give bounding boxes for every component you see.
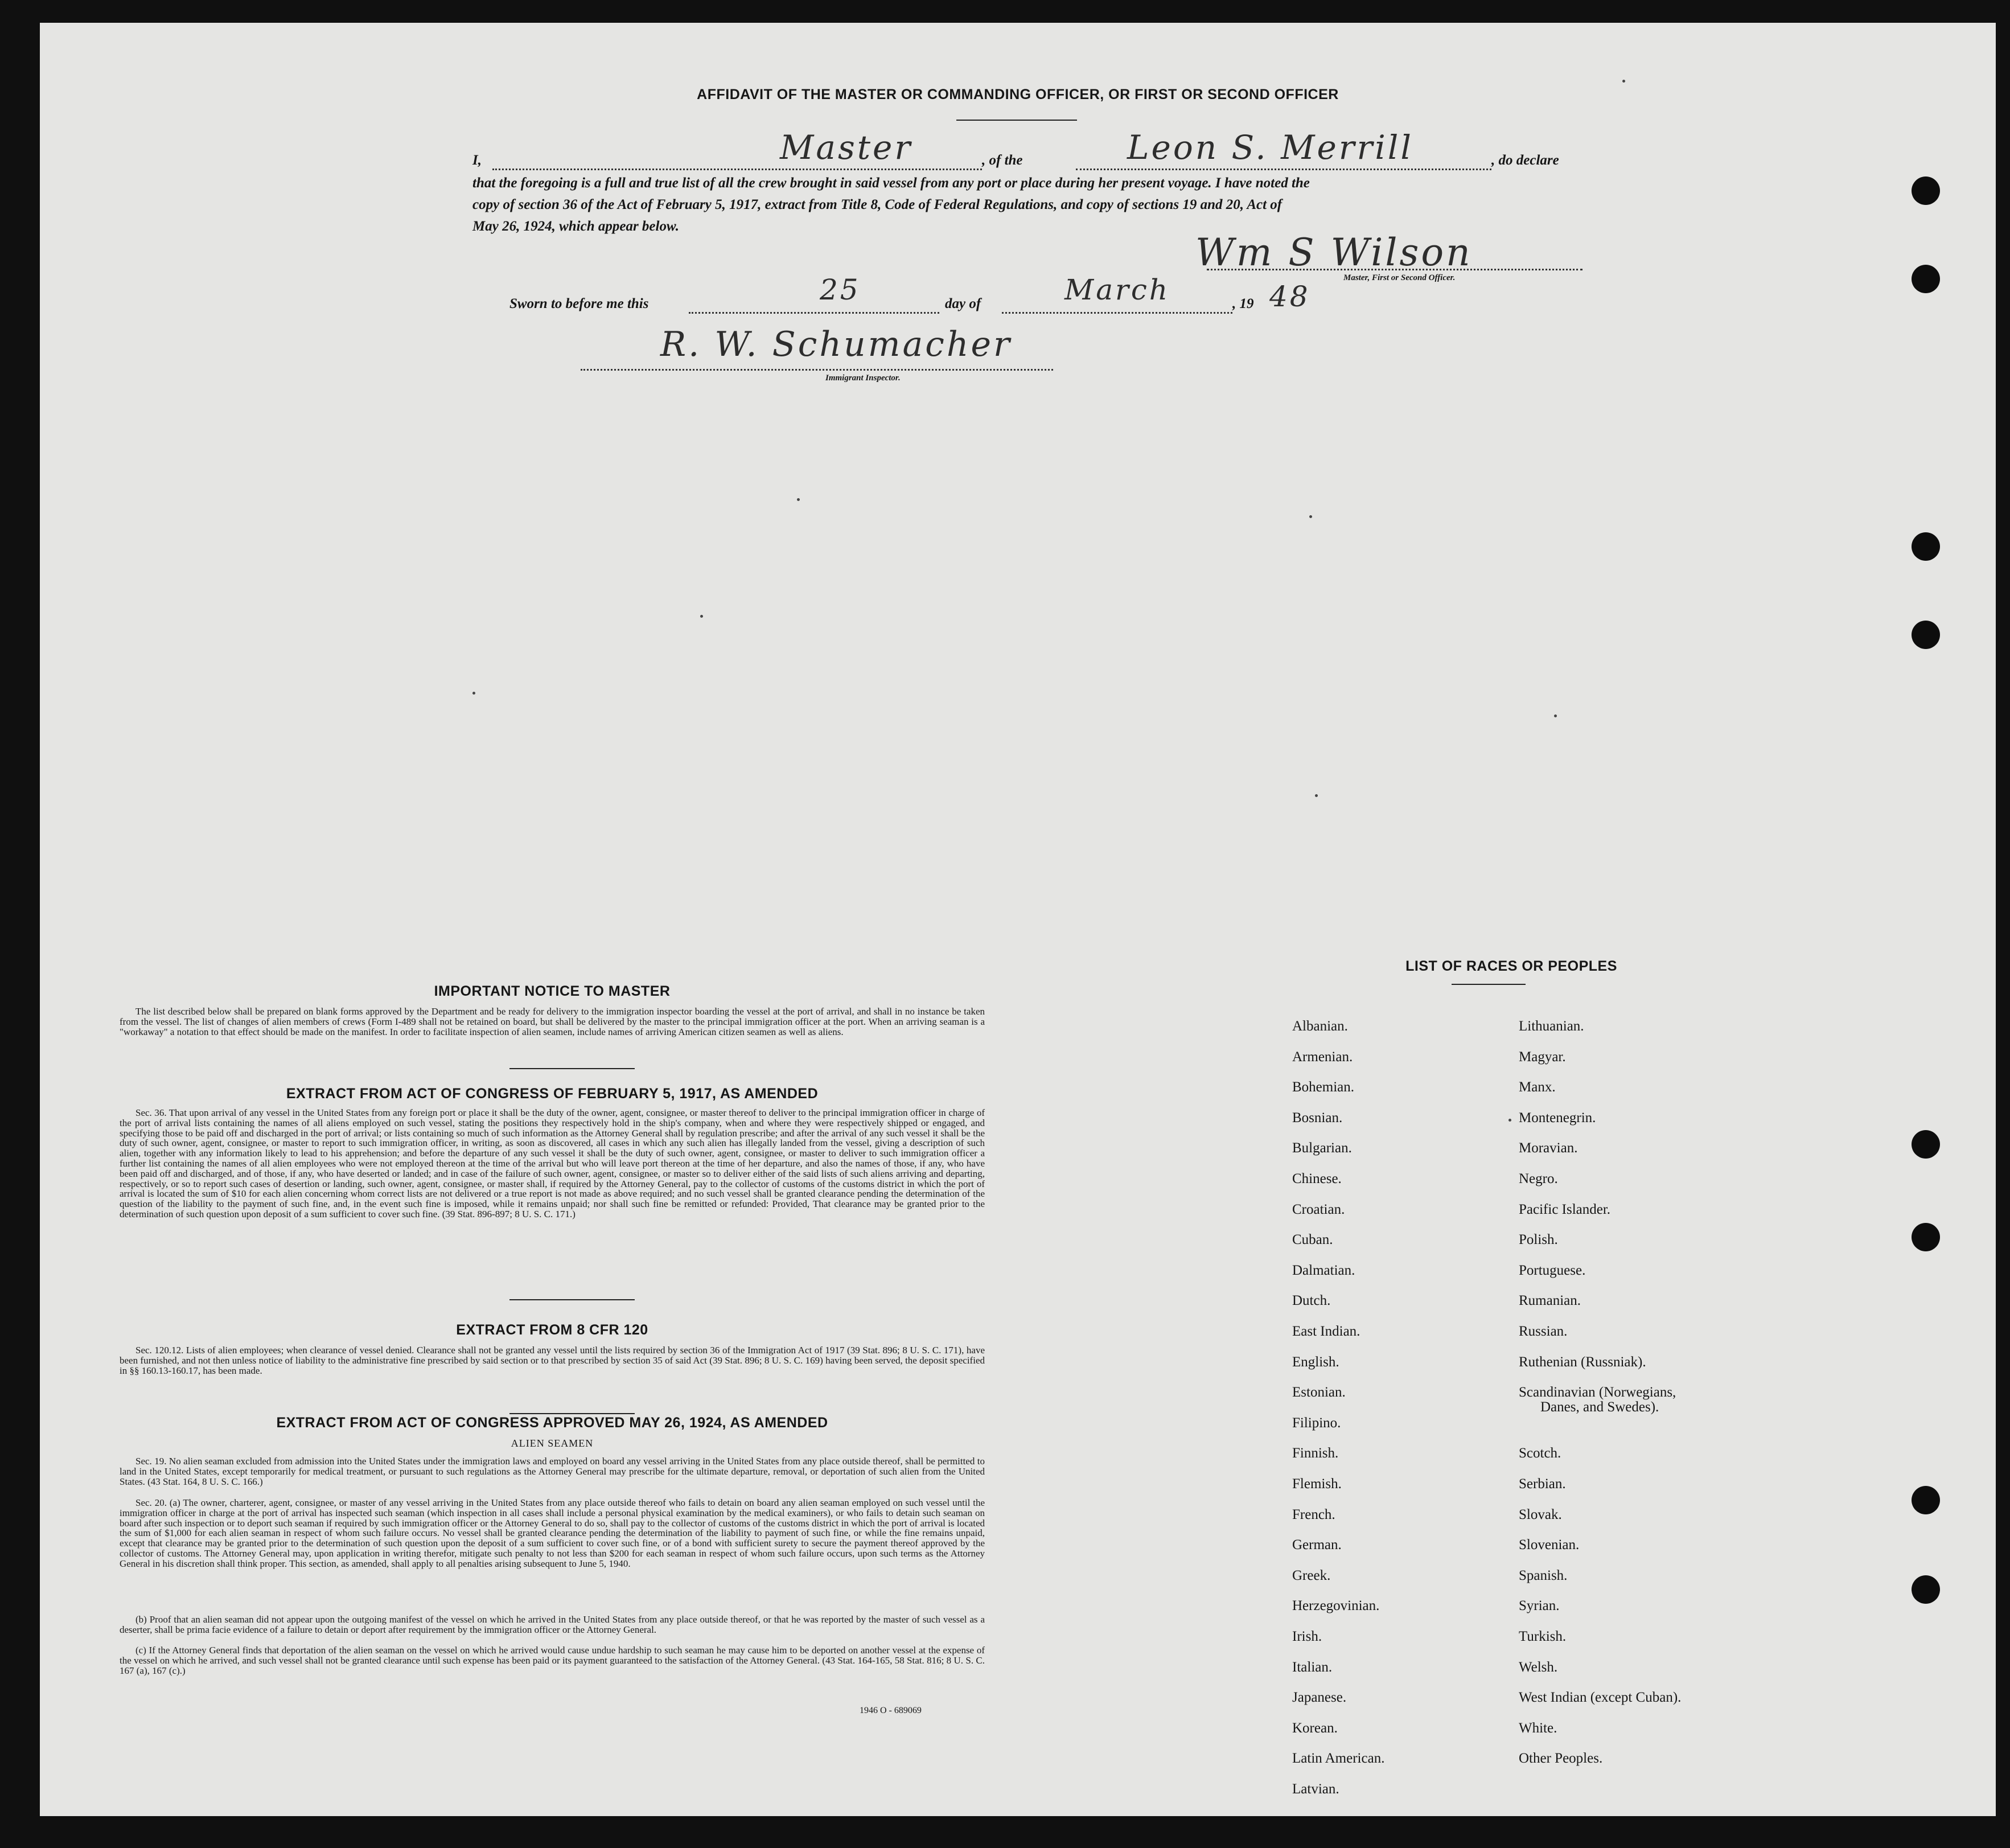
vessel-blank [1076,169,1491,170]
vessel-name-handwritten: Leon S. Merrill [1127,128,1413,167]
extract-1917-text: Sec. 36. That upon arrival of any vessel in the United States from any foreign port or place it shall be the duty of the owner, agent, consignee, or master thereof to deliver to the principal immigration officer in charge of the port of arrival lists containing the names of all aliens employed on such vessel, stating the positions they respectively hold in the ship's company, when and where they were respectively shipped or engaged, and specifying those to be paid off and discharged in the port of arrival; or lists containing so much of such information as the Attorney General shall by regulation prescribe; and after the arrival of any such vessel it shall be the duty of such owner, agent, consignee, or master to report to such immigration officer, in writing, as soon as discovered, all cases in which any such alien has illegally landed from the vessel, giving a description of such alien, together with any information likely to lead to his apprehension; and before the departure of any such vessel it shall be the duty of such owner, agent, consignee, or master to deliver to such immigration officer a further list containing the names of all alien employees who were not employed thereon at the time of the arrival but who will leave port thereon at the time of her departure, and also the names of those, if any, who have been paid off and discharged, and of those, if any, who have deserted or landed; and in case of the failure of such owner, agent, consignee, or master so to deliver either of the said lists of such aliens arriving and departing, respectively, or so to report such cases of desertion or landing, such owner, agent, consignee, or master shall, if required by the Attorney General, pay to the collector of customs of the customs district in which the port of arrival is located the sum of $10 for each alien concerning whom correct lists are not delivered or a true report is not made as above required; and no such vessel shall be granted clearance pending the determination of the question of the liability to the payment of such fine, and, in the event such fine is imposed, while it remains unpaid; nor shall such fine be remitted or refunded: Provided, That clearance may be granted prior to the determination of such question upon deposit of a sum sufficient to cover such fine. (39 Stat. 896-897; 8 U. S. C. 171.) [120,1107,985,1219]
race-item: Armenian. [1292,1049,1353,1065]
master-signature: Wm S Wilson [1195,231,1473,274]
races-title: LIST OF RACES OR PEOPLES [1405,958,1617,974]
declaration-line-4: May 26, 1924, which appear below. [472,219,679,234]
signature-caption: Master, First or Second Officer. [1343,273,1456,282]
race-item: Welsh. [1519,1659,1558,1675]
race-item: West Indian (except Cuban). [1519,1690,1682,1706]
race-item: Syrian. [1519,1598,1560,1614]
extract-1924-title: EXTRACT FROM ACT OF CONGRESS APPROVED MAY 26, 1924, AS AMENDED [276,1415,828,1431]
inspector-caption: Immigrant Inspector. [825,373,901,383]
race-item: Serbian. [1519,1476,1566,1492]
binder-hole [1912,265,1940,293]
notice-text: The list described below shall be prepared on blank forms approved by the Department and be ready for delivery to the immigration inspector boarding the vessel at the port of arrival, and shall in no instance be taken from the vessel. The list of changes of alien members of crews (Form I-489 shall not be retained on board, but shall be delivered by the master to the principal immigration officer at the port. When an arriving seaman is a "workaway" a notation to that effect should be made on the manifest. In order to facilitate inspection of alien seamen, include names of arriving American citizen seamen as well as aliens. [120,1006,985,1037]
binder-hole [1912,176,1940,205]
race-item: Italian. [1292,1659,1333,1675]
signature-blank [1207,269,1582,270]
race-item: Spanish. [1519,1567,1568,1583]
declaration-line-3: copy of section 36 of the Act of February 5, 1917, extract from Title 8, Code of Federal Regulations, and copy of sections 19 and 20, Act of [472,197,1283,212]
race-item: Latvian. [1292,1781,1339,1797]
race-item: Flemish. [1292,1476,1342,1492]
race-item: East Indian. [1292,1324,1360,1339]
binder-hole [1912,1486,1940,1514]
race-item: French. [1292,1506,1335,1522]
title-rule [956,120,1077,121]
race-item: Magyar. [1519,1049,1566,1065]
race-item: Ruthenian (Russniak). [1519,1354,1646,1370]
extract-1917-rule [509,1299,635,1300]
section-20b-text: (b) Proof that an alien seaman did not appear upon the outgoing manifest of the vessel on which he arrived in the United States from any place outside thereof, or that he was reported by the master of such vessel as a deserter, shall be prima facie evidence of a failure to detain or deport after requirement by the immigration officer or the Attorney General. [120,1614,985,1635]
section-19-text: Sec. 19. No alien seaman excluded from admission into the United States under the immigration laws and employed on board any vessel arriving in the United States from any place outside thereof, shall be permitted to land in the United States, except temporarily for medical treatment, or pursuant to such regulations as the Attorney General may prescribe for the ultimate departure, removal, or deportation of such alien from the United States. (43 Stat. 164, 8 U. S. C. 166.) [120,1456,985,1487]
race-item: Albanian. [1292,1019,1348,1034]
sworn-day-blank [689,312,939,314]
sworn-prefix: Sworn to before me this [509,296,649,311]
race-item: Turkish. [1519,1629,1567,1644]
race-item: Moravian. [1519,1140,1578,1156]
cfr-rule [509,1413,635,1414]
speck [1622,80,1625,83]
inspector-blank [581,369,1053,371]
race-item: Finnish. [1292,1445,1339,1461]
cfr-text: Sec. 120.12. Lists of alien employees; when clearance of vessel denied. Clearance shall not be granted any vessel until the lists required by section 36 of the Immigration Act of 1917 (39 Stat. 896; 8 U. S. C. 171), have been furnished, and not then unless notice of liability to the administrative fine prescribed by said section or to that prescribed by section 35 of said Act (39 Stat. 896; 8 U. S. C. 169) having been served, the deposit specified in §§ 160.13-160.17, has been made. [120,1345,985,1376]
race-item: Russian. [1519,1324,1568,1339]
race-item: Scandinavian (Norwegians, Danes, and Swedes). [1519,1385,1676,1415]
race-item: Negro. [1519,1171,1558,1186]
notice-rule [509,1068,635,1069]
race-item: Japanese. [1292,1690,1347,1706]
binder-hole [1912,532,1940,561]
speck [472,692,475,695]
cfr-title: EXTRACT FROM 8 CFR 120 [456,1322,648,1338]
race-item: Bulgarian. [1292,1140,1352,1156]
declaration-line-2: that the foregoing is a full and true list of all the crew brought in said vessel from any port or place during her present voyage. I have noted the [472,175,1310,191]
race-item: Croatian. [1292,1201,1345,1217]
sworn-year-prefix: , 19 [1232,296,1254,311]
race-item: Latin American. [1292,1751,1385,1767]
section-20a-text: Sec. 20. (a) The owner, charterer, agent, consignee, or master of any vessel arriving in the United States from any place outside thereof who fails to detain on board any alien seaman employed on such vessel until the immigration officer in charge at the port of arrival has inspected such seaman (which inspection in all cases shall include a personal physical examination by the medical examiners), or who fails to detain such seaman on board after such inspection or to deport such seaman if required by such immigration officer or the Attorney General to do so, shall pay to the collector of customs of the customs district in which the port of arrival is located the sum of $1,000 for each alien seaman in respect of whom such failure occurs. No vessel shall be granted clearance pending the determination of the liability to payment of such fine, or while the fine remains unpaid, except that clearance may be granted prior to the determination of such question upon the deposit of a sum sufficient to cover such fine, or of a bond with sufficient surety to secure the payment thereof approved by the collector of customs. The Attorney General may, upon application in writing therefor, mitigate such penalty to not less than $200 for each seaman in respect of whom such failure occurs, upon such terms as the Attorney General in his discretion shall think proper. This section, as amended, shall apply to all penalties arising subsequent to June 5, 1940. [120,1497,985,1569]
speck [700,615,703,618]
binder-hole [1912,621,1940,649]
race-item: Rumanian. [1519,1293,1581,1309]
race-item: Cuban. [1292,1232,1333,1248]
declaration-i: I, [472,153,482,168]
binder-hole [1912,1575,1940,1604]
print-code: 1946 O - 689069 [860,1706,922,1715]
speck [797,498,800,501]
speck [1309,515,1312,518]
race-item: Greek. [1292,1567,1331,1583]
race-item: Filipino. [1292,1415,1341,1431]
race-item: Dutch. [1292,1293,1331,1309]
notice-title: IMPORTANT NOTICE TO MASTER [434,983,671,999]
binder-hole [1912,1223,1940,1251]
race-item: Scotch. [1519,1445,1561,1461]
sworn-year-handwritten: 48 [1269,280,1310,313]
declaration-do-declare: , do declare [1491,153,1559,168]
extract-1917-title: EXTRACT FROM ACT OF CONGRESS OF FEBRUARY 5, 1917, AS AMENDED [286,1086,819,1102]
race-item: Lithuanian. [1519,1019,1584,1034]
race-item: Estonian. [1292,1385,1346,1401]
affidavit-title: AFFIDAVIT OF THE MASTER OR COMMANDING OFFICER, OR FIRST OR SECOND OFFICER [697,87,1339,102]
binder-hole [1912,1130,1940,1159]
race-item: Polish. [1519,1232,1558,1248]
race-item: Manx. [1519,1079,1556,1095]
race-item: Bosnian. [1292,1110,1343,1126]
race-item: White. [1519,1720,1557,1736]
race-item: Portuguese. [1519,1262,1586,1278]
rank-blank [492,169,982,170]
speck [1554,714,1557,717]
race-item: Bohemian. [1292,1079,1355,1095]
declaration-of-the: , of the [982,153,1023,168]
race-item: Irish. [1292,1629,1322,1644]
sworn-month-blank [1002,312,1232,314]
sworn-month-handwritten: March [1064,273,1170,306]
inspector-signature: R. W. Schumacher [660,325,1012,364]
speck [1315,794,1318,797]
races-rule [1452,984,1526,985]
race-item: Montenegrin. [1519,1110,1596,1126]
race-item: Pacific Islander. [1519,1201,1611,1217]
race-item: Korean. [1292,1720,1338,1736]
race-item: Herzegovinian. [1292,1598,1380,1614]
alien-seamen-subtitle: ALIEN SEAMEN [511,1438,594,1449]
race-item: Other Peoples. [1519,1751,1603,1767]
section-20c-text: (c) If the Attorney General finds that deportation of the alien seaman on the vessel on which he arrived would cause undue hardship to such seaman he may cause him to be deported on another vessel at the expense of the vessel on which he arrived, and such vessel shall not be granted clearance until such expense has been paid or its payment guaranteed to the satisfaction of the Attorney General. (43 Stat. 164-165, 58 Stat. 816; 8 U. S. C. 167 (a), 167 (c).) [120,1645,985,1676]
race-item: German. [1292,1537,1342,1553]
race-item: English. [1292,1354,1339,1370]
race-item: Chinese. [1292,1171,1342,1186]
race-item: Slovenian. [1519,1537,1580,1553]
sworn-day-label: day of [945,296,981,311]
race-item: Slovak. [1519,1506,1562,1522]
speck [1508,1119,1511,1122]
race-item: Dalmatian. [1292,1262,1355,1278]
document-page [40,23,1996,1816]
rank-handwritten: Master [780,128,913,167]
sworn-day-handwritten: 25 [820,273,861,306]
